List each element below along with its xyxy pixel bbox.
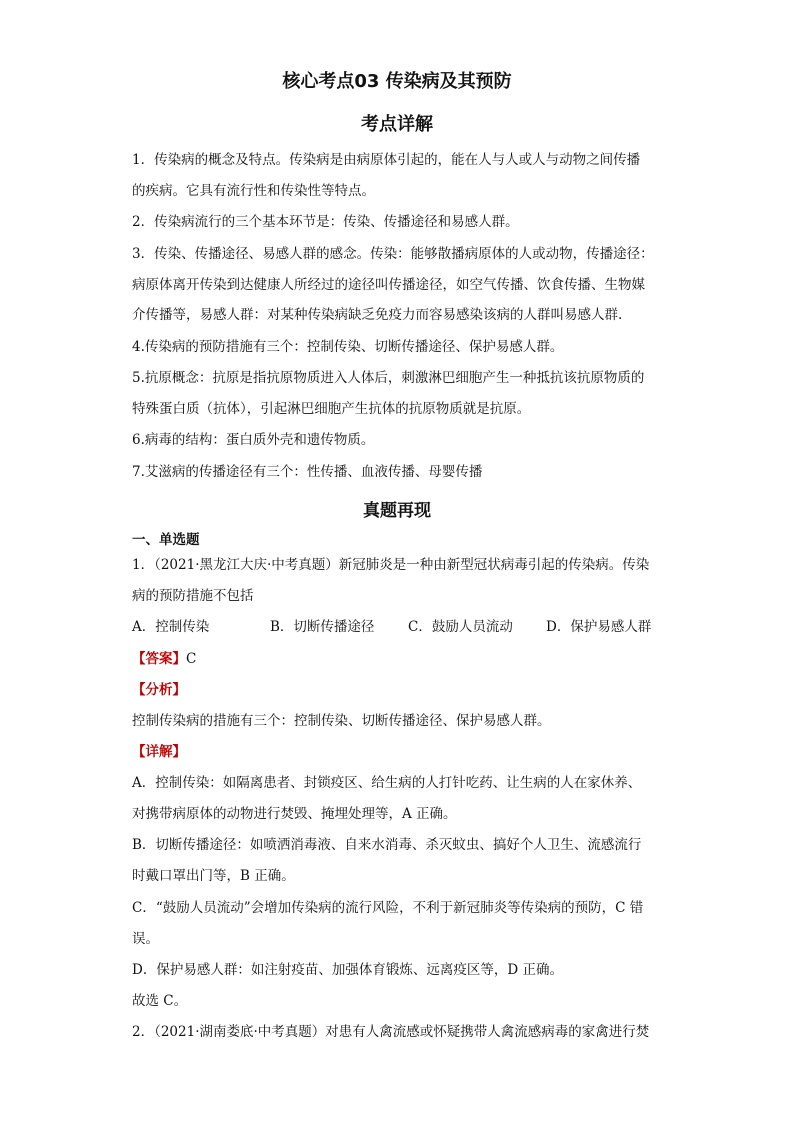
point-line: 介传播等，易感人群：对某种传染病缺乏免疫力而容易感染该病的人群叫易感人群.: [132, 307, 623, 323]
point-line: 6.病毒的结构：蛋白质外壳和遗传物质。: [132, 432, 375, 448]
detail-text: 故选 C。: [132, 993, 188, 1009]
option-c: C．鼓励人员流动: [408, 619, 513, 635]
point-line: 3．传染、传播途径、易感人群的感念。传染：能够散播病原体的人或动物，传播途径：: [132, 246, 654, 262]
point-line: 特殊蛋白质（抗体），引起淋巴细胞产生抗体的抗原物质就是抗原。: [132, 401, 531, 417]
option-a: A．控制传染: [132, 619, 210, 635]
question-1-stem: 1．（2021·黑龙江大庆·中考真题）新冠肺炎是一种由新型冠状病毒引起的传染病。传染: [132, 557, 650, 573]
analysis-tag: 【分析】: [132, 682, 186, 698]
detail-text: C．“鼓励人员流动”会增加传染病的流行风险，不利于新冠肺炎等传染病的预防，C 错: [132, 900, 644, 916]
question-2-stem: 2．（2021·湖南娄底·中考真题）对患有人禽流感或怀疑携带人禽流感病毒的家禽进行焚: [132, 1024, 650, 1040]
answer-value: C: [186, 651, 197, 667]
point-line: 的疾病。它具有流行性和传染性等特点。: [132, 183, 375, 199]
detail-text: B．切断传播途径：如喷洒消毒液、自来水消毒、杀灭蚊虫、搞好个人卫生、流感流行: [132, 837, 642, 853]
point-line: 5.抗原概念：抗原是指抗原物质进入人体后，刺激淋巴细胞产生一种抵抗该抗原物质的: [132, 370, 645, 386]
point-line: 2．传染病流行的三个基本环节是：传染、传播途径和易感人群。: [132, 214, 519, 230]
detail-tag: 【详解】: [132, 744, 186, 760]
detail-line: [132, 743, 672, 761]
point-line: 4.传染病的预防措施有三个：控制传染、切断传播途径、保护易感人群。: [132, 339, 564, 355]
section-heading-past-exams: 真题再现: [363, 501, 431, 521]
point-line: 7.艾滋病的传播途径有三个：性传播、血液传播、母婴传播: [132, 464, 483, 480]
detail-text: A．控制传染：如隔离患者、封锁疫区、给生病的人打针吃药、让生病的人在家休养、: [132, 775, 642, 791]
detail-text: D．保护易感人群：如注射疫苗、加强体育锻炼、远离疫区等，D 正确。: [132, 962, 563, 978]
answer-tag: 【答案】: [132, 651, 186, 667]
analysis-line: [132, 681, 672, 699]
section-heading-key-points: 考点详解: [361, 114, 433, 135]
point-line: 1．传染病的概念及特点。传染病是由病原体引起的，能在人与人或人与动物之间传播: [132, 152, 641, 168]
detail-text: 时戴口罩出门等，B 正确。: [132, 868, 295, 884]
analysis-text: 控制传染病的措施有三个：控制传染、切断传播途径、保护易感人群。: [132, 713, 551, 729]
option-d: D．保护易感人群: [546, 619, 652, 635]
detail-text: 误。: [132, 931, 159, 947]
option-b: B．切断传播途径: [270, 619, 375, 635]
answer-line: [132, 650, 672, 668]
detail-text: 对携带病原体的动物进行焚毁、掩埋处理等，A 正确。: [132, 806, 457, 822]
question-type-label: 一、单选题: [132, 532, 200, 548]
point-line: 病原体离开传染到达健康人所经过的途径叫传播途径，如空气传播、饮食传播、生物媒: [132, 277, 645, 293]
page-title: 核心考点03 传染病及其预防: [282, 71, 512, 92]
question-1-options: [132, 618, 692, 636]
question-1-stem: 病的预防措施不包括: [132, 588, 254, 604]
